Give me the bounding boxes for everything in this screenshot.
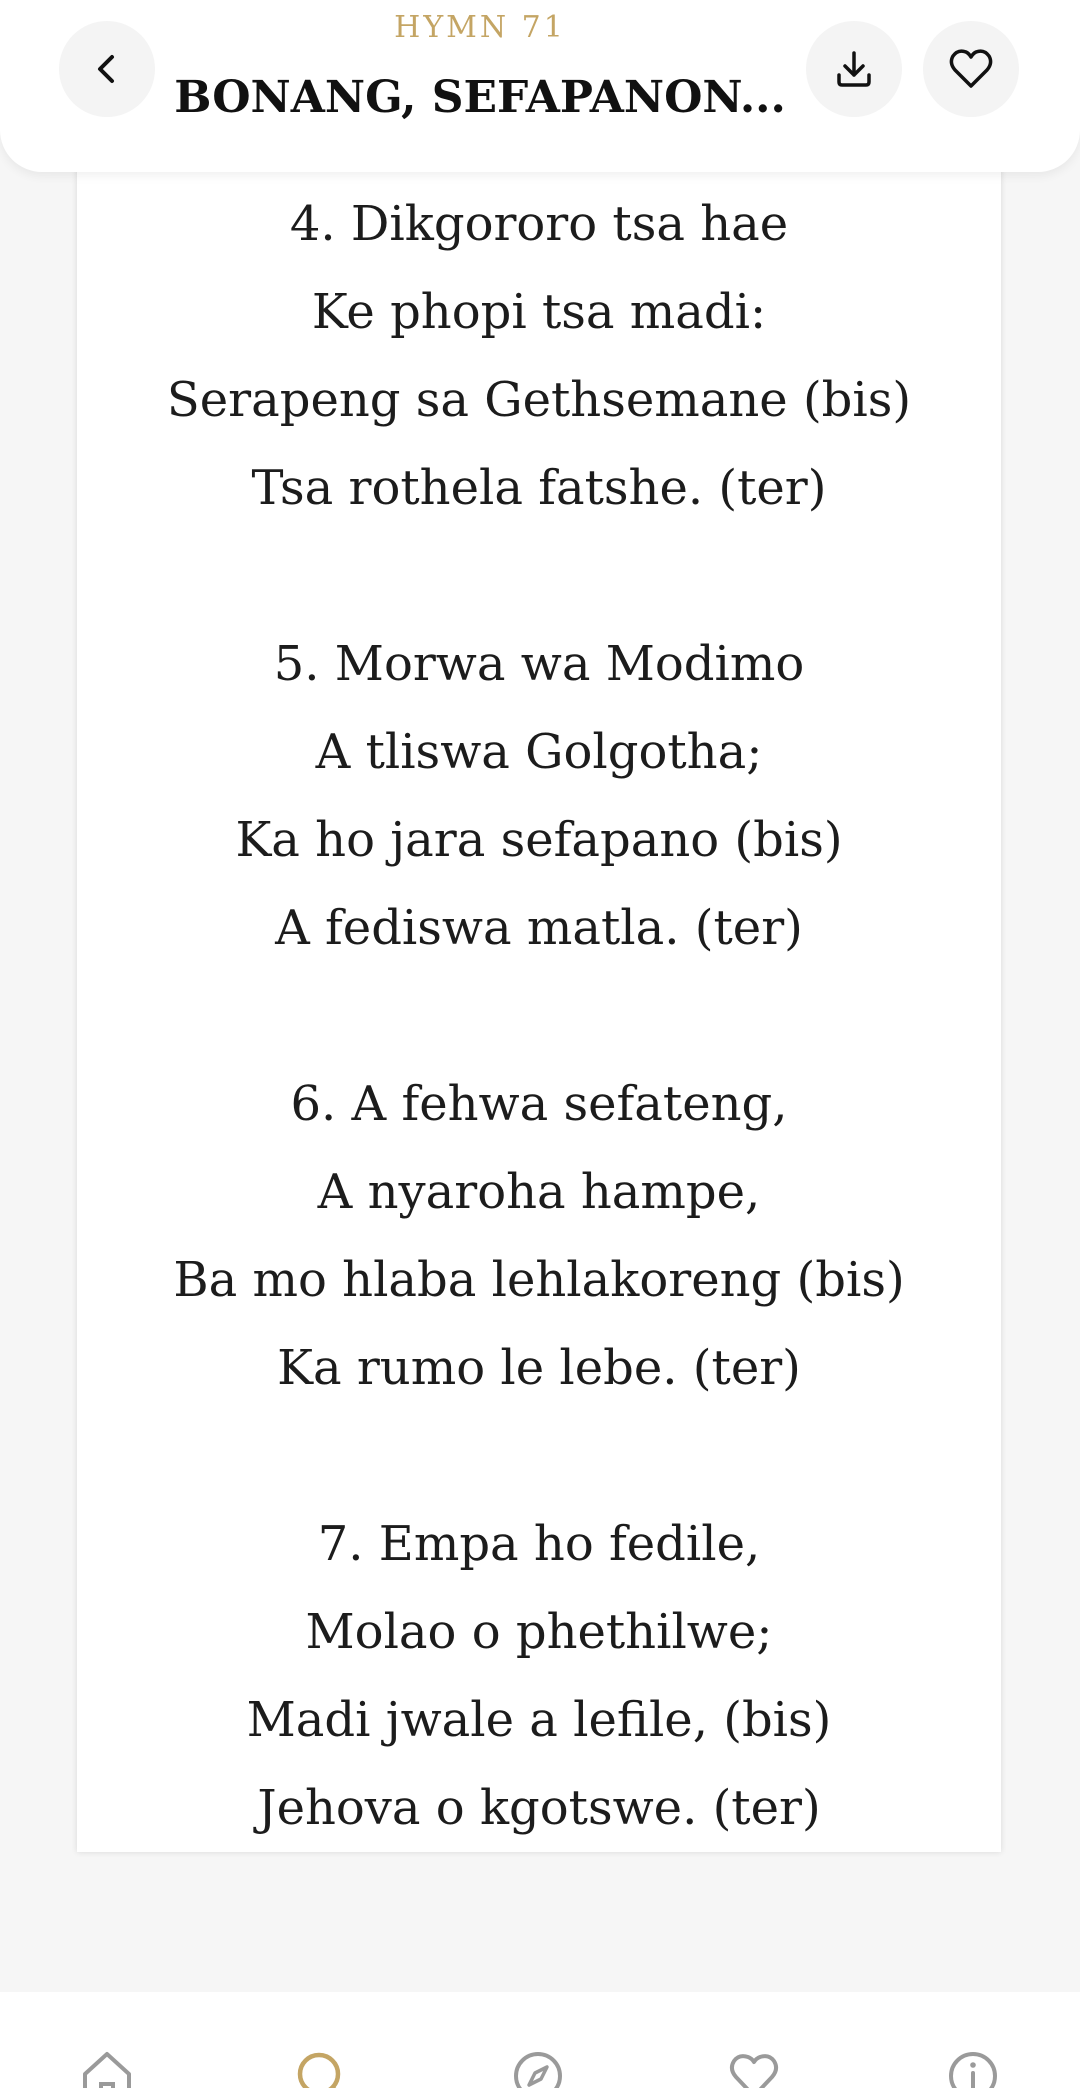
verse-6 — [77, 1060, 1001, 1412]
top-bar — [0, 0, 1080, 172]
back-button[interactable] — [59, 21, 155, 117]
home-icon — [77, 2046, 137, 2088]
verse-line: Serapeng sa Gethsemane (bis) — [166, 372, 912, 428]
verse-line: Tsa rothela fatshe. (ter) — [251, 460, 827, 516]
verse-line: 4. Dikgororo tsa hae — [289, 196, 789, 252]
heart-icon — [724, 2046, 784, 2088]
favorite-button[interactable] — [923, 21, 1019, 117]
nav-info[interactable] — [943, 2046, 1003, 2088]
verse-line: 5. Morwa wa Modimo — [273, 636, 805, 692]
verse-line: 6. A fehwa sefateng, — [290, 1076, 788, 1132]
verse-line: Madi jwale a lefile, (bis) — [246, 1692, 832, 1748]
chevron-left-icon — [87, 49, 127, 89]
bottom-nav — [0, 1992, 1080, 2088]
verse-line: Ka ho jara sefapano (bis) — [235, 812, 843, 868]
verse-line: Ka rumo le lebe. (ter) — [277, 1340, 801, 1396]
hymn-number: HYMN 71 — [394, 10, 566, 45]
verse-4 — [77, 180, 1001, 532]
compass-icon — [508, 2046, 568, 2088]
nav-favorites[interactable] — [724, 2046, 784, 2088]
verse-line: Ke phopi tsa madi: — [311, 284, 767, 340]
verse-line: Ba mo hlaba lehlakoreng (bis) — [173, 1252, 905, 1308]
nav-search[interactable] — [291, 2046, 351, 2088]
lyrics-body — [77, 180, 1001, 1940]
verse-line: 7. Empa ho fedile, — [317, 1516, 761, 1572]
search-icon — [291, 2046, 351, 2088]
verse-7 — [77, 1500, 1001, 1852]
download-button[interactable] — [806, 21, 902, 117]
nav-home[interactable] — [77, 2046, 137, 2088]
verse-line: A nyaroha hampe, — [317, 1164, 761, 1220]
nav-explore[interactable] — [508, 2046, 568, 2088]
heart-icon — [945, 43, 997, 95]
download-icon — [830, 45, 878, 93]
verse-line: A tliswa Golgotha; — [315, 724, 763, 780]
info-icon — [943, 2046, 1003, 2088]
verse-line: Jehova o kgotswe. (ter) — [257, 1780, 821, 1836]
verse-5 — [77, 620, 1001, 972]
hymn-title: BONANG, SEFAPANON... — [174, 72, 786, 123]
verse-line: Molao o phethilwe; — [305, 1604, 773, 1660]
verse-line: A fediswa matla. (ter) — [275, 900, 803, 956]
